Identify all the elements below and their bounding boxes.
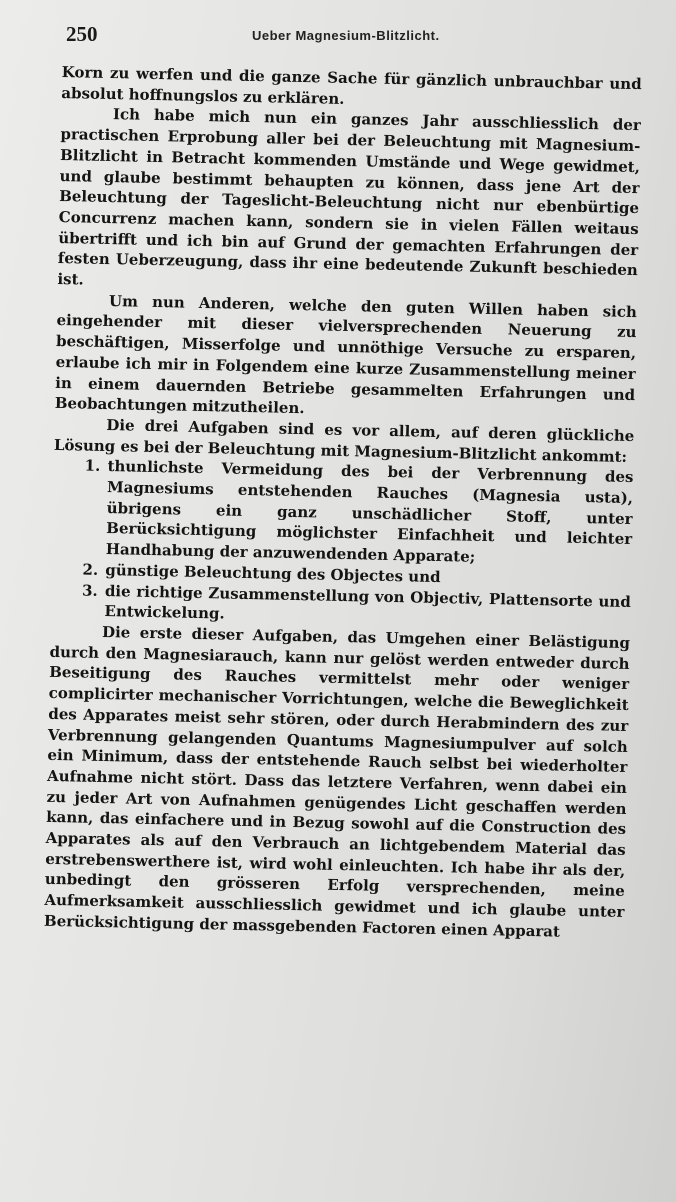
page-number: 250	[66, 22, 98, 46]
task-list	[50, 455, 633, 633]
list-item: 3. die richtige Zusammenstellung von Objectiv, Plattensorte und Entwickelung.	[102, 581, 631, 633]
running-head: Ueber Magnesium-Blitzlicht.	[252, 28, 440, 43]
body-text	[44, 62, 642, 943]
paragraph: Die erste dieser Aufgaben, das Umgehen einer Belästigung durch den Magnesiarauch, kann nur gelöst werden entweder durch Beseitigung des Rauches vermittelst mehr oder weniger complicirter mechanischer Vorrichtungen, welche die Beweglichkeit des Apparates meist sehr stören, oder durch Herabmindern des zur Verbrennung gelangenden Quantums Magnesiumpulver auf solch ein Minimum, dass der entstehende Rauch selbst bei wiederholter Aufnahme nicht stört. Dass das letztere Verfahren, wenn dabei ein zu jeder Art von Aufnahmen genügendes Licht geschaffen werden kann, das einfachere und in Bezug sowohl auf die Construction des Apparates als auf den Verbrauch an lichtgebendem Material das erstrebenswerthere ist, wird wohl einleuchten. Ich habe ihr als der, unbedingt den grösseren Erfolg versprechenden, meine Aufmerksamkeit ausschliesslich gewidmet und ich glaube unter Berücksichtigung der massgebenden Factoren einen Apparat	[43, 622, 631, 941]
paragraph-continuation: Korn zu werfen und die ganze Sache für gänzlich unbrauchbar und absolut hoffnungslos zu erklären.	[61, 62, 642, 108]
list-item: 1. thunlichste Vermeidung des bei der Verbrennung des Magnesiums entstehenden Rauches (Magnesia usta), übrigens ein ganz unschädlicher Stoff, unter Berücksichtigung möglichster Einfachheit und leichter Handhabung der anzuwendenden Apparate;	[104, 456, 634, 571]
paragraph: Um nun Anderen, welche den guten Willen haben sich eingehender mit dieser vielversprechenden Neuerung zu beschäftigen, Misserfolge und unnöthige Versuche zu ersparen, erlaube ich mir in Folgendem eine kurze Zusammenstellung meiner in einem dauernden Betriebe gesammelten Erfahrungen und Beobachtungen mitzutheilen.	[54, 291, 638, 418]
list-item: 2. günstige Beleuchtung des Objectes und	[103, 560, 631, 592]
paragraph: Die drei Aufgaben sind es vor allem, auf deren glückliche Lösung es bei der Beleuchtung mit Magnesium-Blitzlicht ankommt:	[53, 415, 635, 466]
page-header	[66, 22, 626, 52]
paragraph: Ich habe mich nun ein ganzes Jahr ausschliesslich der practischen Erprobung aller bei der Beleuchtung mit Magnesium-Blitzlicht in Betracht kommenden Umstände und Wege gewidmet, und glaube bestimmt behaupten zu können, dass jene Art der Beleuchtung der Tageslicht-Beleuchtung nicht nur ebenbürtige Concurrenz machen kann, sondern sie in vielen Fällen weitaus übertrifft und ich bin auf Grund der gemachten Erfahrungen der festen Ueberzeugung, dass ihr eine bedeutende Zukunft beschieden ist.	[57, 105, 641, 289]
